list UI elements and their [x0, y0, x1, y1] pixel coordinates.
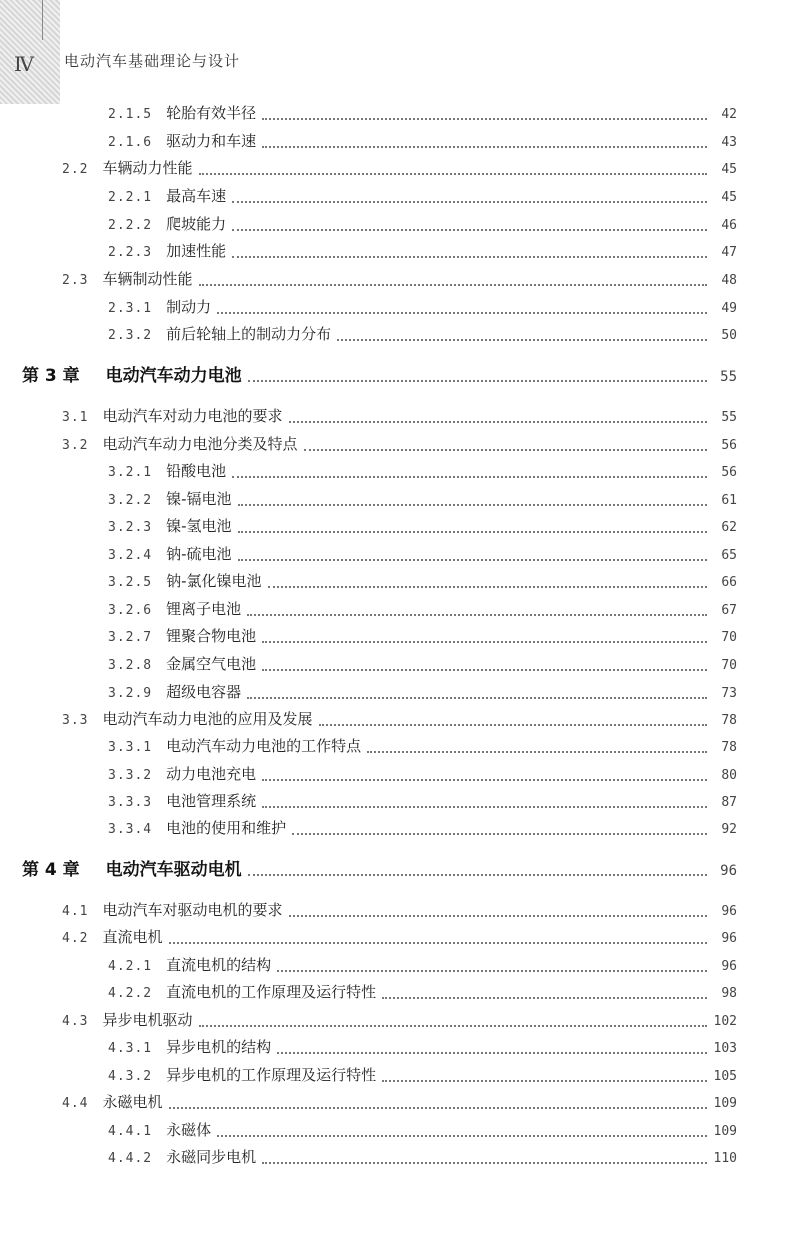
toc-entry-number: 4.4.1: [108, 1124, 153, 1139]
toc-chapter-row[interactable]: [22, 860, 737, 881]
toc-entry-number: 3.3.4: [108, 822, 153, 837]
toc-entry-number: 2.1.6: [108, 135, 153, 150]
toc-entry-page: 96: [721, 931, 737, 946]
toc-entry-title: 动力电池充电: [166, 765, 257, 783]
toc-entry-page: 70: [721, 658, 737, 673]
toc-entry-page: 42: [721, 107, 737, 122]
toc-dot-leader: [262, 145, 707, 148]
toc-entry-number: 4.3: [62, 1014, 89, 1029]
toc-entry-number: 3.2.4: [108, 548, 153, 563]
toc-entry-page: 98: [721, 986, 737, 1001]
toc-entry-row[interactable]: [62, 158, 737, 180]
toc-entry-number: 4.3.2: [108, 1069, 153, 1084]
toc-dot-leader: [232, 255, 707, 258]
toc-dot-leader: [238, 503, 707, 506]
toc-dot-leader: [248, 379, 707, 382]
toc-dot-leader: [262, 1161, 707, 1164]
toc-entry-title: 驱动力和车速: [166, 132, 257, 150]
toc-entry-title: 电动汽车动力电池的工作特点: [166, 737, 362, 755]
toc-entry-row[interactable]: [62, 1092, 737, 1114]
toc-dot-leader: [292, 832, 707, 835]
toc-entry-number: 4.1: [62, 904, 89, 919]
toc-entry-page: 65: [721, 548, 737, 563]
toc-entry-title: 轮胎有效半径: [166, 104, 257, 122]
toc-entry-number: 2.2.2: [108, 218, 153, 233]
toc-entry-row[interactable]: [62, 900, 737, 922]
toc-dot-leader: [337, 338, 707, 341]
toc-entry-page: 45: [721, 190, 737, 205]
toc-entry-row[interactable]: [62, 434, 737, 456]
toc-entry-row[interactable]: [108, 1147, 737, 1169]
toc-entry-title: 永磁同步电机: [166, 1148, 257, 1166]
toc-entry-title: 锂聚合物电池: [166, 627, 257, 645]
toc-dot-leader: [262, 778, 707, 781]
toc-entry-page: 80: [721, 768, 737, 783]
toc-entry-number: 2.3: [62, 273, 89, 288]
toc-entry-page: 55: [720, 369, 737, 385]
toc-entry-number: 4.3.1: [108, 1041, 153, 1056]
toc-entry-page: 110: [713, 1151, 737, 1166]
toc-entry-title: 最高车速: [166, 187, 227, 205]
toc-entry-row[interactable]: [108, 324, 737, 346]
toc-entry-page: 96: [721, 959, 737, 974]
toc-entry-title: 铅酸电池: [166, 462, 227, 480]
toc-entry-row[interactable]: [108, 103, 737, 125]
toc-entry-page: 46: [721, 218, 737, 233]
toc-entry-page: 105: [713, 1069, 737, 1084]
toc-dot-leader: [238, 530, 707, 533]
toc-entry-title: 制动力: [166, 298, 212, 316]
toc-entry-row[interactable]: [108, 241, 737, 263]
toc-entry-page: 109: [713, 1096, 737, 1111]
toc-dot-leader: [268, 585, 707, 588]
toc-dot-leader: [199, 172, 708, 175]
toc-dot-leader: [262, 117, 707, 120]
toc-entry-number: 4.2: [62, 931, 89, 946]
toc-dot-leader: [217, 311, 707, 314]
toc-entry-row[interactable]: [108, 982, 737, 1004]
toc-entry-page: 87: [721, 795, 737, 810]
toc-entry-title: 爬坡能力: [166, 215, 227, 233]
toc-dot-leader: [232, 228, 707, 231]
toc-entry-page: 43: [721, 135, 737, 150]
toc-entry-number: 4.2.1: [108, 959, 153, 974]
toc-entry-title: 电动汽车动力电池: [105, 366, 242, 386]
toc-entry-title: 电池管理系统: [166, 792, 257, 810]
toc-dot-leader: [262, 640, 707, 643]
toc-entry-title: 电动汽车动力电池分类及特点: [102, 435, 298, 453]
toc-entry-row[interactable]: [108, 516, 737, 538]
toc-entry-number: 3.2.5: [108, 575, 153, 590]
toc-entry-row[interactable]: [108, 955, 737, 977]
toc-entry-row[interactable]: [108, 1065, 737, 1087]
toc-entry-title: 永磁体: [166, 1121, 212, 1139]
toc-entry-number: 2.2.3: [108, 245, 153, 260]
toc-entry-title: 钠-氯化镍电池: [166, 572, 262, 590]
toc-entry-page: 92: [721, 822, 737, 837]
toc-entry-row[interactable]: [108, 818, 737, 840]
toc-entry-row[interactable]: [108, 544, 737, 566]
toc-entry-number: 2.2.1: [108, 190, 153, 205]
toc-entry-title: 电池的使用和维护: [166, 819, 287, 837]
toc-dot-leader: [304, 448, 708, 451]
toc-entry-title: 镍-镉电池: [166, 490, 232, 508]
toc-dot-leader: [367, 750, 707, 753]
toc-dot-leader: [262, 805, 707, 808]
toc-entry-row[interactable]: [108, 791, 737, 813]
toc-entry-page: 102: [713, 1014, 737, 1029]
toc-entry-number: 3.2.3: [108, 520, 153, 535]
toc-entry-page: 96: [720, 863, 737, 879]
toc-chapter-row[interactable]: [22, 366, 737, 387]
toc-dot-leader: [277, 969, 707, 972]
toc-entry-row[interactable]: [62, 1010, 737, 1032]
toc-entry-page: 49: [721, 301, 737, 316]
toc-dot-leader: [289, 420, 708, 423]
toc-dot-leader: [382, 996, 707, 999]
toc-entry-page: 47: [721, 245, 737, 260]
toc-entry-title: 直流电机: [102, 928, 163, 946]
toc-entry-row[interactable]: [108, 654, 737, 676]
toc-entry-title: 加速性能: [166, 242, 227, 260]
toc-dot-leader: [247, 696, 707, 699]
toc-entry-row[interactable]: [108, 1037, 737, 1059]
toc-entry-row[interactable]: [108, 682, 737, 704]
toc-entry-page: 61: [721, 493, 737, 508]
toc-entry-row[interactable]: [108, 571, 737, 593]
toc-entry-page: 96: [721, 904, 737, 919]
toc-dot-leader: [248, 873, 707, 876]
toc-entry-row[interactable]: [62, 406, 737, 428]
toc-entry-page: 67: [721, 603, 737, 618]
toc-entry-page: 103: [713, 1041, 737, 1056]
toc-entry-number: 3.2.6: [108, 603, 153, 618]
toc-entry-number: 2.3.1: [108, 301, 153, 316]
toc-entry-title: 异步电机的工作原理及运行特性: [166, 1066, 377, 1084]
toc-entry-row[interactable]: [108, 214, 737, 236]
toc-entry-number: 2.3.2: [108, 328, 153, 343]
toc-dot-leader: [169, 941, 708, 944]
toc-entry-row[interactable]: [108, 297, 737, 319]
toc-entry-title: 超级电容器: [166, 683, 242, 701]
toc-entry-number: 4.4: [62, 1096, 89, 1111]
toc-dot-leader: [247, 613, 707, 616]
toc-dot-leader: [199, 283, 708, 286]
toc-entry-number: 2.2: [62, 162, 89, 177]
toc-entry-title: 电动汽车对动力电池的要求: [102, 407, 283, 425]
toc-entry-number: 3.2.9: [108, 686, 153, 701]
toc-entry-row[interactable]: [62, 709, 737, 731]
toc-entry-page: 73: [721, 686, 737, 701]
toc-entry-number: 3.3.2: [108, 768, 153, 783]
toc-dot-leader: [232, 200, 707, 203]
toc-dot-leader: [319, 723, 708, 726]
toc-entry-number: 3.2: [62, 438, 89, 453]
toc-dot-leader: [199, 1024, 708, 1027]
toc-entry-title: 异步电机的结构: [166, 1038, 272, 1056]
toc-entry-title: 异步电机驱动: [102, 1011, 193, 1029]
toc-entry-title: 钠-硫电池: [166, 545, 232, 563]
toc-entry-number: 3.2.7: [108, 630, 153, 645]
toc-entry-title: 直流电机的工作原理及运行特性: [166, 983, 377, 1001]
toc-entry-row[interactable]: [62, 927, 737, 949]
toc-entry-page: 56: [721, 465, 737, 480]
toc-entry-number: 3.1: [62, 410, 89, 425]
toc-entry-page: 78: [721, 740, 737, 755]
toc-entry-number: 第 3 章: [22, 366, 80, 386]
toc-entry-row[interactable]: [108, 1120, 737, 1142]
toc-entry-title: 金属空气电池: [166, 655, 257, 673]
corner-rule: [42, 0, 43, 40]
toc-entry-row[interactable]: [108, 599, 737, 621]
toc-entry-number: 3.2.1: [108, 465, 153, 480]
toc-entry-page: 109: [713, 1124, 737, 1139]
toc-entry-page: 45: [721, 162, 737, 177]
toc-entry-number: 3.2.2: [108, 493, 153, 508]
toc-entry-title: 车辆动力性能: [102, 159, 193, 177]
toc-entry-number: 第 4 章: [22, 860, 80, 880]
toc-entry-page: 78: [721, 713, 737, 728]
toc-entry-title: 前后轮轴上的制动力分布: [166, 325, 332, 343]
toc-entry-title: 电动汽车动力电池的应用及发展: [102, 710, 313, 728]
toc-entry-number: 2.1.5: [108, 107, 153, 122]
toc-entry-page: 66: [721, 575, 737, 590]
toc-entry-row[interactable]: [108, 764, 737, 786]
toc-entry-number: 3.2.8: [108, 658, 153, 673]
running-header-title: 电动汽车基础理论与设计: [64, 52, 241, 70]
toc-dot-leader: [289, 914, 708, 917]
toc-dot-leader: [277, 1051, 707, 1054]
toc-entry-number: 3.3.1: [108, 740, 153, 755]
toc-entry-number: 4.4.2: [108, 1151, 153, 1166]
toc-entry-row[interactable]: [108, 736, 737, 758]
toc-entry-number: 4.2.2: [108, 986, 153, 1001]
toc-entry-row[interactable]: [108, 626, 737, 648]
toc-entry-title: 电动汽车驱动电机: [105, 860, 242, 880]
toc-entry-page: 62: [721, 520, 737, 535]
page-number-roman: Ⅳ: [14, 52, 34, 76]
toc-entry-number: 3.3: [62, 713, 89, 728]
toc-entry-row[interactable]: [108, 461, 737, 483]
toc-entry-page: 56: [721, 438, 737, 453]
toc-entry-title: 永磁电机: [102, 1093, 163, 1111]
toc-dot-leader: [217, 1134, 707, 1137]
toc-entry-page: 48: [721, 273, 737, 288]
toc-entry-page: 55: [721, 410, 737, 425]
toc-entry-row[interactable]: [108, 186, 737, 208]
toc-dot-leader: [169, 1106, 708, 1109]
toc-dot-leader: [382, 1079, 707, 1082]
toc-entry-page: 50: [721, 328, 737, 343]
toc-entry-title: 镍-氢电池: [166, 517, 232, 535]
toc-entry-row[interactable]: [108, 131, 737, 153]
toc-dot-leader: [262, 668, 707, 671]
toc-entry-page: 70: [721, 630, 737, 645]
toc-entry-number: 3.3.3: [108, 795, 153, 810]
toc-entry-title: 车辆制动性能: [102, 270, 193, 288]
toc-dot-leader: [238, 558, 707, 561]
toc-dot-leader: [232, 475, 707, 478]
toc-entry-row[interactable]: [62, 269, 737, 291]
toc-entry-row[interactable]: [108, 489, 737, 511]
toc-entry-title: 锂离子电池: [166, 600, 242, 618]
toc-entry-title: 直流电机的结构: [166, 956, 272, 974]
toc-entry-title: 电动汽车对驱动电机的要求: [102, 901, 283, 919]
